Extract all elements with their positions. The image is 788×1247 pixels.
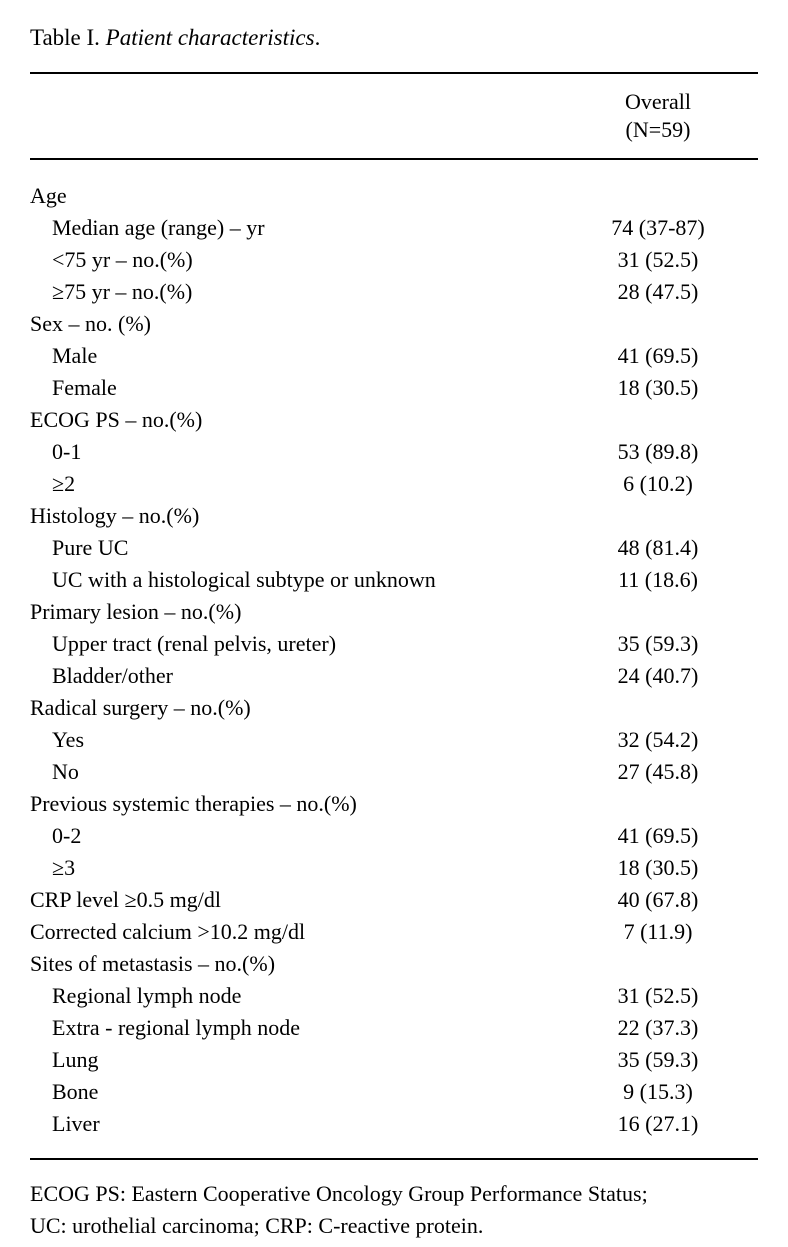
table-title-italic: Patient characteristics [105,25,315,50]
row-value: 41 (69.5) [617,823,699,848]
row-value: 18 (30.5) [617,855,699,880]
row-value: 41 (69.5) [617,343,699,368]
row-value [558,788,758,820]
table-row [30,820,758,852]
table-row [30,852,758,884]
row-value: 9 (15.3) [623,1079,693,1104]
row-value: 53 (89.8) [617,439,699,464]
header-spacer [30,88,558,144]
table-row [30,628,758,660]
table-title-suffix: . [314,25,321,50]
row-value [558,180,758,212]
row-value: 74 (37-87) [611,215,705,240]
row-label: <75 yr – no.(%) [52,247,193,272]
row-label: Histology – no.(%) [30,503,200,528]
row-label: Bone [52,1079,99,1104]
row-value: 18 (30.5) [617,375,699,400]
table-row [30,1012,758,1044]
row-label: Male [52,343,98,368]
row-label: Age [30,183,67,208]
table-row [30,884,758,916]
row-label: Bladder/other [52,663,173,688]
table-row [30,692,758,724]
table-row [30,340,758,372]
table-row [30,1076,758,1108]
row-label: ≥3 [52,855,76,880]
row-value: 16 (27.1) [617,1111,699,1136]
row-label: Previous systemic therapies – no.(%) [30,791,357,816]
bottom-rule [30,1158,758,1160]
table-row [30,1044,758,1076]
row-label: 0-1 [52,439,82,464]
footnote-line2: UC: urothelial carcinoma; CRP: C-reactive protein. [30,1213,484,1238]
row-label: Regional lymph node [52,983,242,1008]
row-label: No [52,759,79,784]
row-value [558,500,758,532]
row-value: 31 (52.5) [617,983,699,1008]
row-value: 35 (59.3) [617,1047,699,1072]
row-label: Extra - regional lymph node [52,1015,301,1040]
row-label: Liver [52,1111,100,1136]
footnote [30,1178,758,1242]
table-row [30,788,758,820]
row-value: 31 (52.5) [617,247,699,272]
row-label: Corrected calcium >10.2 mg/dl [30,919,306,944]
row-label: ≥75 yr – no.(%) [52,279,193,304]
row-label: Lung [52,1047,99,1072]
row-label: Radical surgery – no.(%) [30,695,251,720]
row-value [558,404,758,436]
table-row [30,436,758,468]
row-label: Female [52,375,117,400]
column-header-row [30,74,758,158]
row-value: 40 (67.8) [617,887,699,912]
row-value: 11 (18.6) [618,567,698,592]
overall-column-header [558,88,758,144]
row-label: 0-2 [52,823,82,848]
row-label: UC with a histological subtype or unknown [52,567,436,592]
footnote-line1: ECOG PS: Eastern Cooperative Oncology Group Performance Status; [30,1181,648,1206]
table-row [30,404,758,436]
table-row [30,532,758,564]
row-label: Sex – no. (%) [30,311,151,336]
table-row [30,916,758,948]
row-value: 27 (45.8) [617,759,699,784]
table-row [30,308,758,340]
row-value [558,308,758,340]
row-label: Sites of metastasis – no.(%) [30,951,276,976]
row-value: 32 (54.2) [617,727,699,752]
table-row [30,564,758,596]
table-row [30,596,758,628]
table-row [30,980,758,1012]
row-label: ECOG PS – no.(%) [30,407,203,432]
row-label: Upper tract (renal pelvis, ureter) [52,631,337,656]
row-value: 7 (11.9) [623,919,693,944]
row-label: ≥2 [52,471,76,496]
row-label: Pure UC [52,535,129,560]
column-header-line1: Overall [625,89,691,114]
row-value: 24 (40.7) [617,663,699,688]
table-title [30,24,758,52]
row-value: 28 (47.5) [617,279,699,304]
row-value: 6 (10.2) [623,471,693,496]
row-value: 22 (37.3) [617,1015,699,1040]
row-value [558,596,758,628]
row-label: CRP level ≥0.5 mg/dl [30,887,221,912]
table-row [30,244,758,276]
row-value: 48 (81.4) [617,535,699,560]
table-row [30,756,758,788]
row-value [558,692,758,724]
table-row [30,660,758,692]
table-row [30,276,758,308]
column-header-line2: (N=59) [625,117,691,142]
row-value: 35 (59.3) [617,631,699,656]
table-title-prefix: Table I. [30,25,106,50]
table-row [30,948,758,980]
table-row [30,1108,758,1140]
table-row [30,372,758,404]
table-row [30,212,758,244]
row-label: Median age (range) – yr [52,215,265,240]
row-value [558,948,758,980]
table-row [30,468,758,500]
table-row [30,724,758,756]
table-body [30,160,758,1140]
table-row [30,180,758,212]
row-label: Yes [52,727,85,752]
table-row [30,500,758,532]
row-label: Primary lesion – no.(%) [30,599,242,624]
